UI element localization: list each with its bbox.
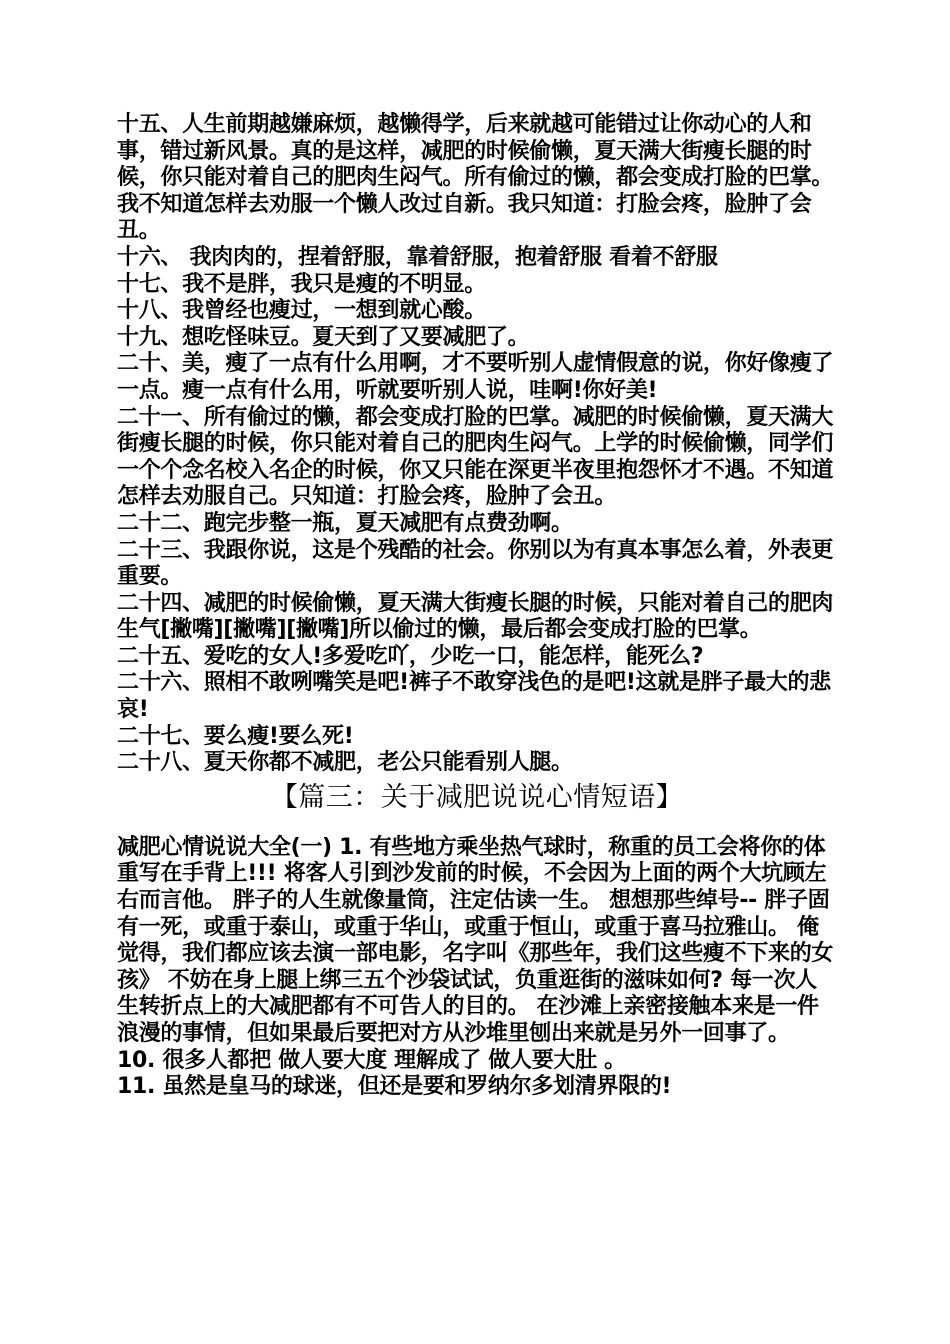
item-22: 二十二、跑完步整一瓶，夏天减肥有点费劲啊。 — [117, 510, 573, 536]
item-16: 十六、 我肉肉的，捏着舒服，靠着舒服，抱着舒服 看着不舒服 — [117, 244, 718, 270]
item-15: 十五、人生前期越嫌麻烦，越懒得学，后来就越可能错过让你动心的人和事，错过新风景。真的是这样，减肥的时候偷懒，夏天满大街瘦长腿的时候，你只能对着自己的肥肉生闷气。所有偷过的懒，都会变成打脸的巴掌。我不知道怎样去劝服一个懒人改过自新。我只知道：打脸会疼，脸肿了会丑。 — [117, 112, 834, 244]
item-18: 十八、我曾经也瘦过，一想到就心酸。 — [117, 298, 486, 324]
document-page — [117, 112, 837, 1101]
item-17: 十七、我不是胖，我只是瘦的不明显。 — [117, 271, 486, 297]
item-21: 二十一、所有偷过的懒，都会变成打脸的巴掌。减肥的时候偷懒，夏天满大街瘦长腿的时候，你只能对着自己的肥肉生闷气。上学的时候偷懒，同学们一个个念名校入名企的时候，你又只能在深更半夜里抱怨怀才不遇。不知道怎样去劝服自己。只知道：打脸会疼，脸肿了会丑。 — [117, 404, 834, 510]
item-10: 10. 很多人都把 做人要大度 理解成了 做人要大肚 。 — [117, 1047, 626, 1073]
item-25: 二十五、爱吃的女人!多爱吃吖，少吃一口，能怎样，能死么? — [117, 643, 704, 669]
item-11: 11. 虽然是皇马的球迷，但还是要和罗纳尔多划清界限的! — [117, 1074, 672, 1100]
item-27: 二十七、要么瘦!要么死! — [117, 723, 354, 749]
item-19: 十九、想吃怪味豆。夏天到了又要减肥了。 — [117, 324, 530, 350]
spacer — [117, 825, 837, 835]
item-24: 二十四、减肥的时候偷懒，夏天满大街瘦长腿的时候，只能对着自己的肥肉生气[撇嘴][撇嘴][撇嘴]所以偷过的懒，最后都会变成打脸的巴掌。 — [117, 590, 834, 643]
section-paragraph: 减肥心情说说大全(一) 1. 有些地方乘坐热气球时，称重的员工会将你的体重写在手背上!!! 将客人引到沙发前的时候，不会因为上面的两个大坑顾左右而言他。 胖子的人生就像量筒，注定估读一生。 想想那些绰号-- 胖子固有一死，或重于泰山，或重于华山，或重于恒山，或重于喜马拉雅山。 俺觉得，我们都应该去演一部电影，名字叫《那些年，我们这些瘦不下来的女孩》 不妨在身上腿上绑三五个沙袋试试，负重逛街的滋味如何? 每一次人生转折点上的大减肥都有不可告人的目的。 在沙滩上亲密接触本来是一件浪漫的事情，但如果最后要把对方从沙堆里刨出来就是另外一回事了。 — [117, 834, 834, 1046]
item-23: 二十三、我跟你说，这是个残酷的社会。你别以为有真本事怎么着，外表更重要。 — [117, 537, 834, 590]
item-28: 二十八、夏天你都不减肥，老公只能看别人腿。 — [117, 750, 573, 776]
section-heading: 【篇三：关于减肥说说心情短语】 — [270, 781, 684, 813]
item-26: 二十六、照相不敢咧嘴笑是吧!裤子不敢穿浅色的是吧!这就是胖子最大的悲哀! — [117, 670, 831, 723]
item-20: 二十、美，瘦了一点有什么用啊，才不要听别人虚情假意的说，你好像瘦了一点。瘦一点有什么用，听就要听别人说，哇啊!你好美! — [117, 351, 834, 403]
